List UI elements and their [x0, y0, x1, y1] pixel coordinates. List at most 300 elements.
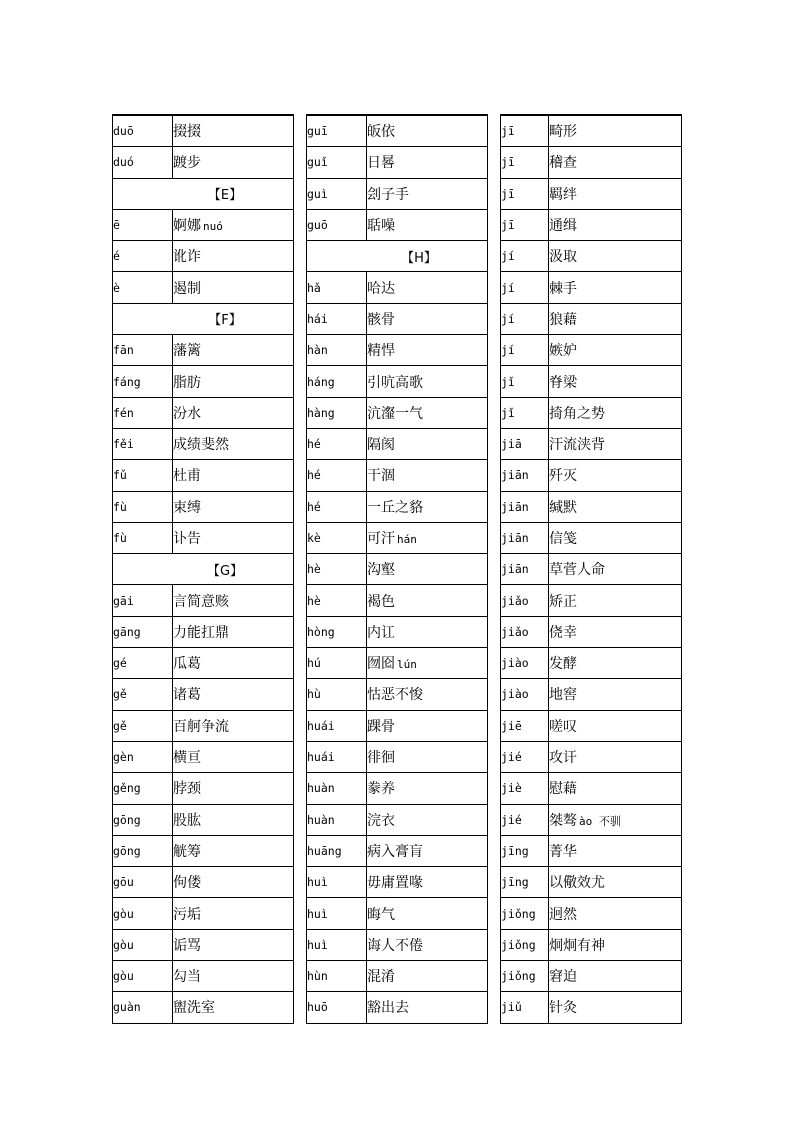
word-cell — [549, 366, 682, 397]
word-text: 一丘之貉 — [367, 499, 423, 516]
pinyin-cell: huāng — [307, 835, 367, 866]
word-text: 踱步 — [173, 155, 201, 172]
word-cell — [549, 585, 682, 616]
vocab-row — [501, 522, 682, 553]
word-text: 汾水 — [173, 405, 201, 422]
word-cell — [367, 460, 488, 491]
pinyin-cell: é — [113, 241, 173, 272]
word-cell — [173, 272, 294, 303]
word-cell — [367, 428, 488, 459]
vocab-table-3 — [500, 114, 682, 1024]
vocab-row — [113, 428, 294, 459]
word-cell — [173, 773, 294, 804]
word-cell — [549, 710, 682, 741]
word-cell — [367, 679, 488, 710]
word-text: 脂肪 — [173, 374, 201, 391]
vocab-row — [307, 929, 488, 960]
vocab-row — [113, 366, 294, 397]
pinyin-cell: jí — [501, 272, 549, 303]
vocab-row — [307, 961, 488, 992]
vocab-row — [307, 209, 488, 240]
pinyin-cell: gōng — [113, 804, 173, 835]
word-text: 觥筹 — [173, 843, 201, 860]
vocab-row — [307, 992, 488, 1023]
word-cell — [367, 397, 488, 428]
vocab-row — [501, 961, 682, 992]
pinyin-cell: hé — [307, 491, 367, 522]
vocab-row — [501, 679, 682, 710]
word-cell — [367, 773, 488, 804]
vocab-row — [501, 648, 682, 679]
pinyin-cell: jiān — [501, 522, 549, 553]
word-text: 豢养 — [367, 781, 395, 798]
pinyin-cell: guǐ — [307, 147, 367, 178]
pinyin-cell: jī — [501, 115, 549, 147]
word-cell — [173, 898, 294, 929]
vocab-row — [501, 741, 682, 772]
vocab-row — [307, 585, 488, 616]
vocab-row — [113, 335, 294, 366]
pinyin-cell: jī — [501, 147, 549, 178]
pinyin-cell: hùn — [307, 961, 367, 992]
vocab-row — [113, 585, 294, 616]
vocab-row — [501, 397, 682, 428]
vocab-row — [113, 209, 294, 240]
vocab-table-1 — [112, 114, 294, 1024]
word-cell — [367, 804, 488, 835]
vocab-row — [113, 522, 294, 553]
vocab-row — [307, 898, 488, 929]
vocab-row — [501, 616, 682, 647]
word-text: 干涸 — [367, 468, 395, 485]
word-cell — [367, 522, 488, 553]
vocab-row — [307, 147, 488, 178]
word-cell — [367, 648, 488, 679]
section-header-row — [113, 178, 294, 209]
pinyin-cell: jié — [501, 804, 549, 835]
word-text: 婀娜 — [173, 218, 201, 235]
word-text: 横亘 — [173, 750, 201, 767]
vocab-column-2 — [306, 114, 488, 1024]
word-text: 束缚 — [173, 499, 201, 516]
word-cell — [173, 335, 294, 366]
word-cell — [367, 929, 488, 960]
word-text: 沟壑 — [367, 562, 395, 579]
pinyin-cell: huàn — [307, 773, 367, 804]
vocab-row — [113, 961, 294, 992]
vocab-row — [307, 335, 488, 366]
pinyin-cell: fǔ — [113, 460, 173, 491]
pinyin-cell: guì — [307, 178, 367, 209]
vocab-row — [501, 992, 682, 1023]
word-cell — [173, 460, 294, 491]
word-cell — [367, 209, 488, 240]
word-text: 骸骨 — [367, 311, 395, 328]
word-cell — [367, 835, 488, 866]
word-text: 讣告 — [173, 531, 201, 547]
pinyin-cell: guō — [307, 209, 367, 240]
vocab-row — [113, 272, 294, 303]
pinyin-cell: duó — [113, 147, 173, 178]
word-text: 瓜葛 — [173, 656, 201, 673]
section-letter — [307, 241, 488, 272]
vocab-row — [501, 335, 682, 366]
word-text: 怙恶不悛 — [367, 687, 423, 704]
word-text: 精悍 — [367, 343, 395, 360]
word-cell — [367, 741, 488, 772]
word-cell — [549, 679, 682, 710]
pinyin-cell: hù — [307, 679, 367, 710]
pinyin-cell: huàn — [307, 804, 367, 835]
pinyin-cell: jí — [501, 335, 549, 366]
vocab-row — [501, 773, 682, 804]
word-text: 地窖 — [549, 687, 577, 704]
pinyin-cell: fù — [113, 522, 173, 553]
pinyin-cell: gě — [113, 710, 173, 741]
vocab-row — [307, 616, 488, 647]
pinyin-cell: hàn — [307, 335, 367, 366]
pinyin-cell: jiè — [501, 773, 549, 804]
vocab-row — [501, 460, 682, 491]
word-text: 发酵 — [549, 656, 577, 673]
word-cell — [549, 335, 682, 366]
word-cell — [367, 710, 488, 741]
section-letter-label: 【H】 — [401, 250, 437, 266]
word-cell — [367, 335, 488, 366]
word-cell — [549, 898, 682, 929]
word-cell — [367, 115, 488, 147]
word-cell — [367, 366, 488, 397]
vocab-column-1 — [112, 114, 294, 1024]
pinyin-cell: gèn — [113, 741, 173, 772]
vocab-row — [501, 867, 682, 898]
word-cell — [549, 303, 682, 334]
word-cell — [367, 554, 488, 585]
vocab-row — [307, 554, 488, 585]
vocab-row — [307, 867, 488, 898]
vocab-table-2 — [306, 114, 488, 1024]
word-text: 踝骨 — [367, 718, 395, 735]
word-text: 沆瀣一气 — [367, 405, 423, 422]
pinyin-note: hán — [397, 533, 417, 546]
vocab-row — [307, 115, 488, 147]
word-text: 豁出去 — [367, 1000, 409, 1017]
word-cell — [173, 428, 294, 459]
section-letter-label: 【G】 — [206, 563, 244, 579]
word-text: 信笺 — [549, 531, 577, 547]
pinyin-cell: fén — [113, 397, 173, 428]
vocab-row — [113, 147, 294, 178]
word-text: 佝偻 — [173, 875, 201, 892]
vocab-row — [307, 648, 488, 679]
word-cell — [549, 554, 682, 585]
vocab-row — [501, 898, 682, 929]
word-cell — [549, 397, 682, 428]
word-cell — [173, 835, 294, 866]
vocab-row — [113, 616, 294, 647]
word-cell — [367, 585, 488, 616]
pinyin-cell: gòu — [113, 898, 173, 929]
word-text: 哈达 — [367, 280, 395, 297]
word-text: 草菅人命 — [549, 562, 605, 579]
vocab-row — [113, 741, 294, 772]
pinyin-cell: jiào — [501, 648, 549, 679]
pinyin-cell: huō — [307, 992, 367, 1023]
word-cell — [549, 491, 682, 522]
word-cell — [549, 428, 682, 459]
word-text: 棘手 — [549, 280, 577, 297]
word-cell — [173, 804, 294, 835]
vocab-row — [113, 835, 294, 866]
section-header-row — [113, 303, 294, 334]
section-letter-label: 【F】 — [208, 313, 242, 329]
word-text: 诟骂 — [173, 937, 201, 954]
word-cell — [549, 648, 682, 679]
word-cell — [549, 147, 682, 178]
pinyin-cell: hú — [307, 648, 367, 679]
pinyin-note: nuó — [203, 220, 223, 234]
word-text: 慰藉 — [549, 781, 577, 798]
vocab-row — [113, 679, 294, 710]
word-cell — [367, 272, 488, 303]
word-cell — [549, 961, 682, 992]
word-text: 藩篱 — [173, 343, 201, 360]
pinyin-cell: huái — [307, 741, 367, 772]
word-cell — [549, 178, 682, 209]
word-text: 矫正 — [549, 593, 577, 610]
word-text: 成绩斐然 — [173, 437, 229, 454]
word-cell — [173, 115, 294, 147]
word-cell — [173, 366, 294, 397]
vocab-row — [501, 178, 682, 209]
word-cell — [173, 992, 294, 1023]
pinyin-cell: jǐ — [501, 366, 549, 397]
word-cell — [173, 397, 294, 428]
word-text: 狼藉 — [549, 311, 577, 328]
word-text: 汗流浃背 — [549, 437, 605, 454]
word-text: 脖颈 — [173, 781, 201, 798]
word-cell — [173, 585, 294, 616]
word-cell — [367, 961, 488, 992]
pinyin-cell: jiào — [501, 679, 549, 710]
pinyin-cell: è — [113, 272, 173, 303]
vocab-row — [113, 648, 294, 679]
vocab-row — [113, 898, 294, 929]
pinyin-cell: jí — [501, 303, 549, 334]
word-cell — [549, 992, 682, 1023]
section-letter-label: 【E】 — [207, 188, 243, 204]
vocab-row — [113, 773, 294, 804]
pinyin-cell: fáng — [113, 366, 173, 397]
word-text: 引吭高歌 — [367, 374, 423, 391]
pinyin-cell: gāi — [113, 585, 173, 616]
section-letter — [113, 554, 294, 585]
pinyin-cell: hái — [307, 303, 367, 334]
pinyin-cell: jiān — [501, 460, 549, 491]
word-cell — [173, 241, 294, 272]
word-cell — [367, 178, 488, 209]
vocab-row — [307, 272, 488, 303]
word-cell — [173, 867, 294, 898]
word-cell — [367, 303, 488, 334]
word-text: 百舸争流 — [173, 718, 229, 735]
word-cell — [549, 460, 682, 491]
word-text: 刽子手 — [367, 186, 409, 203]
pinyin-cell: jiǎo — [501, 616, 549, 647]
word-cell — [173, 710, 294, 741]
word-cell — [173, 147, 294, 178]
pinyin-note: ào 不驯 — [579, 814, 621, 828]
word-cell — [549, 741, 682, 772]
word-text: 徘徊 — [367, 750, 395, 767]
vocab-row — [501, 491, 682, 522]
word-cell — [367, 898, 488, 929]
word-text: 攻讦 — [549, 750, 577, 767]
pinyin-cell: jī — [501, 209, 549, 240]
word-text: 稽查 — [549, 155, 577, 172]
vocab-row — [307, 460, 488, 491]
vocab-row — [113, 992, 294, 1023]
pinyin-cell: jiǒng — [501, 929, 549, 960]
vocab-row — [113, 710, 294, 741]
pinyin-cell: jiān — [501, 491, 549, 522]
vocab-row — [307, 835, 488, 866]
pinyin-cell: fù — [113, 491, 173, 522]
word-cell — [549, 804, 682, 835]
word-text: 菁华 — [549, 843, 577, 860]
word-cell — [549, 773, 682, 804]
word-cell — [549, 616, 682, 647]
word-text: 侥幸 — [549, 624, 577, 641]
pinyin-cell: gěng — [113, 773, 173, 804]
vocab-row — [113, 397, 294, 428]
word-text: 窘迫 — [549, 969, 577, 986]
pinyin-cell: jīng — [501, 835, 549, 866]
vocab-row — [307, 366, 488, 397]
word-text: 桀骜 — [549, 812, 577, 829]
pinyin-cell: guī — [307, 115, 367, 147]
word-cell — [549, 272, 682, 303]
vocab-row — [113, 929, 294, 960]
word-text: 聒噪 — [367, 218, 395, 235]
vocab-row — [307, 741, 488, 772]
word-text: 掇掇 — [173, 124, 201, 141]
pinyin-cell: kè — [307, 522, 367, 553]
word-cell — [173, 961, 294, 992]
vocab-row — [501, 366, 682, 397]
pinyin-cell: háng — [307, 366, 367, 397]
word-cell — [367, 147, 488, 178]
section-header-row — [113, 554, 294, 585]
word-cell — [549, 241, 682, 272]
vocab-row — [113, 804, 294, 835]
word-cell — [173, 648, 294, 679]
word-text: 内讧 — [367, 624, 395, 641]
pinyin-cell: gōng — [113, 835, 173, 866]
pinyin-cell: fěi — [113, 428, 173, 459]
word-cell — [549, 835, 682, 866]
vocab-row — [113, 460, 294, 491]
pinyin-cell: jīng — [501, 867, 549, 898]
word-text: 褐色 — [367, 593, 395, 610]
pinyin-cell: hè — [307, 554, 367, 585]
pinyin-cell: huái — [307, 710, 367, 741]
word-text: 以儆效尤 — [549, 875, 605, 892]
word-cell — [549, 209, 682, 240]
vocab-row — [307, 397, 488, 428]
pinyin-cell: guàn — [113, 992, 173, 1023]
pinyin-cell: fān — [113, 335, 173, 366]
pinyin-cell: hé — [307, 460, 367, 491]
pinyin-cell: jiān — [501, 554, 549, 585]
word-text: 混淆 — [367, 969, 395, 986]
word-text: 歼灭 — [549, 468, 577, 485]
word-cell — [173, 522, 294, 553]
word-cell — [367, 867, 488, 898]
vocab-row — [307, 522, 488, 553]
word-text: 囫囵 — [367, 656, 395, 673]
pinyin-cell: duō — [113, 115, 173, 147]
pinyin-cell: gāng — [113, 616, 173, 647]
pinyin-cell: huì — [307, 929, 367, 960]
vocab-row — [113, 491, 294, 522]
vocab-row — [501, 209, 682, 240]
vocab-row — [501, 115, 682, 147]
word-text: 诲人不倦 — [367, 937, 423, 954]
vocab-row — [501, 272, 682, 303]
word-text: 掎角之势 — [549, 405, 605, 422]
word-text: 缄默 — [549, 499, 577, 516]
pinyin-cell: gě — [113, 679, 173, 710]
vocab-row — [307, 178, 488, 209]
pinyin-cell: hòng — [307, 616, 367, 647]
section-letter — [113, 303, 294, 334]
pinyin-cell: jǐ — [501, 397, 549, 428]
vocab-row — [113, 115, 294, 147]
vocab-row — [501, 554, 682, 585]
pinyin-cell: jiē — [501, 710, 549, 741]
word-cell — [367, 992, 488, 1023]
word-text: 杜甫 — [173, 468, 201, 485]
section-header-row — [307, 241, 488, 272]
word-text: 晦气 — [367, 906, 395, 923]
word-text: 遏制 — [173, 280, 201, 297]
section-letter — [113, 178, 294, 209]
vocab-row — [501, 804, 682, 835]
word-cell — [173, 929, 294, 960]
pinyin-cell: jiǔ — [501, 992, 549, 1023]
word-text: 皈依 — [367, 124, 395, 141]
word-text: 迥然 — [549, 906, 577, 923]
pinyin-cell: hé — [307, 428, 367, 459]
word-text: 讹诈 — [173, 249, 201, 266]
word-text: 污垢 — [173, 906, 201, 923]
pinyin-cell: gòu — [113, 961, 173, 992]
word-text: 嫉妒 — [549, 343, 577, 360]
pinyin-cell: huì — [307, 898, 367, 929]
vocab-row — [501, 835, 682, 866]
word-text: 针灸 — [549, 1000, 577, 1017]
word-text: 股肱 — [173, 812, 201, 829]
word-text: 炯炯有神 — [549, 937, 605, 954]
vocab-row — [113, 867, 294, 898]
word-text: 通缉 — [549, 218, 577, 235]
word-text: 日晷 — [367, 155, 395, 172]
pinyin-cell: jiǎo — [501, 585, 549, 616]
pinyin-cell: hè — [307, 585, 367, 616]
pinyin-cell: gōu — [113, 867, 173, 898]
pinyin-cell: jí — [501, 241, 549, 272]
